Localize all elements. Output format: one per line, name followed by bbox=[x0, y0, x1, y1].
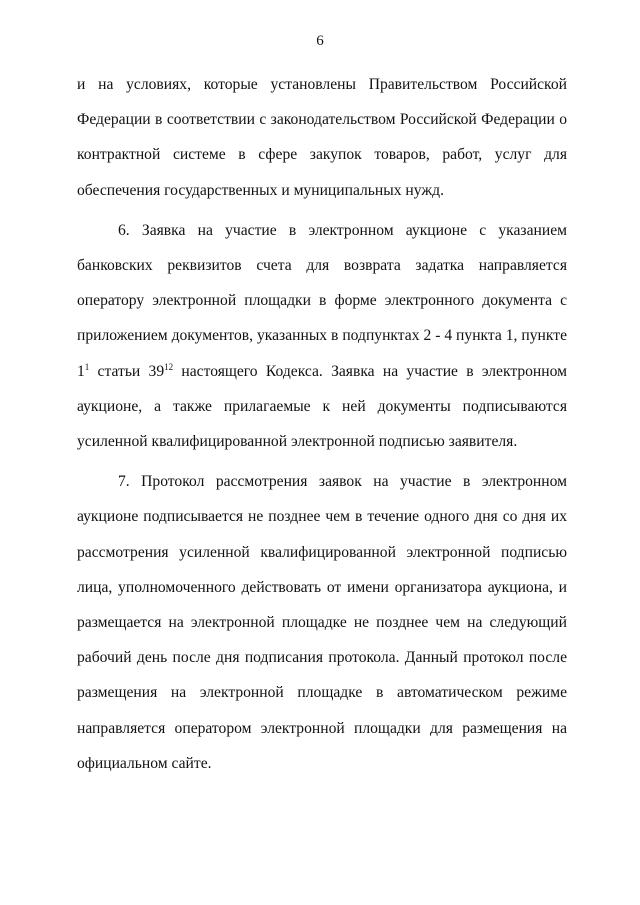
paragraph-item-6-text-part2: статьи 39 bbox=[89, 362, 165, 380]
page-number: 6 bbox=[316, 33, 324, 49]
paragraph-item-7: 7. Протокол рассмотрения заявок на участие в электронном аукционе подписывается не позднее чем в течение одного дня со дня их рассмотрения усиленной квалифицированной электронной подписью лица, уполномоченного действовать от имени организатора аукциона, и размещается на электронной площадке не позднее чем на следующий рабочий день после дня подписания протокола. Данный протокол после размещения на электронной площадке в автоматическом режиме направляется оператором электронной площадки для размещения на официальном сайте. bbox=[77, 473, 567, 772]
paragraph-continuation: и на условиях, которые установлены Правительством Российской Федерации в соответствии с законодательством Российской Федерации о контрактной системе в сфере закупок товаров, работ, услуг для обеспечения государственных и муниципальных нужд. bbox=[77, 76, 567, 199]
superscript-1: 1 bbox=[84, 361, 90, 372]
paragraph-item-6-text-part3: настоящего Кодекса. Заявка на участие в электронном аукционе, а также прилагаемые к ней документы подписываются усиленной квалифицированной электронной подписью заявителя. bbox=[77, 362, 567, 451]
document-body bbox=[77, 67, 567, 781]
paragraph-item-6 bbox=[77, 213, 567, 459]
superscript-12: 12 bbox=[164, 361, 174, 372]
paragraph-item-6-text-part1: 6. Заявка на участие в электронном аукционе с указанием банковских реквизитов счета для возврата задатка направляется оператору электронной площадки в форме электронного документа с приложением документов, указанных в подпунктах 2 - 4 пункта 1, пункте 1 bbox=[77, 221, 567, 380]
